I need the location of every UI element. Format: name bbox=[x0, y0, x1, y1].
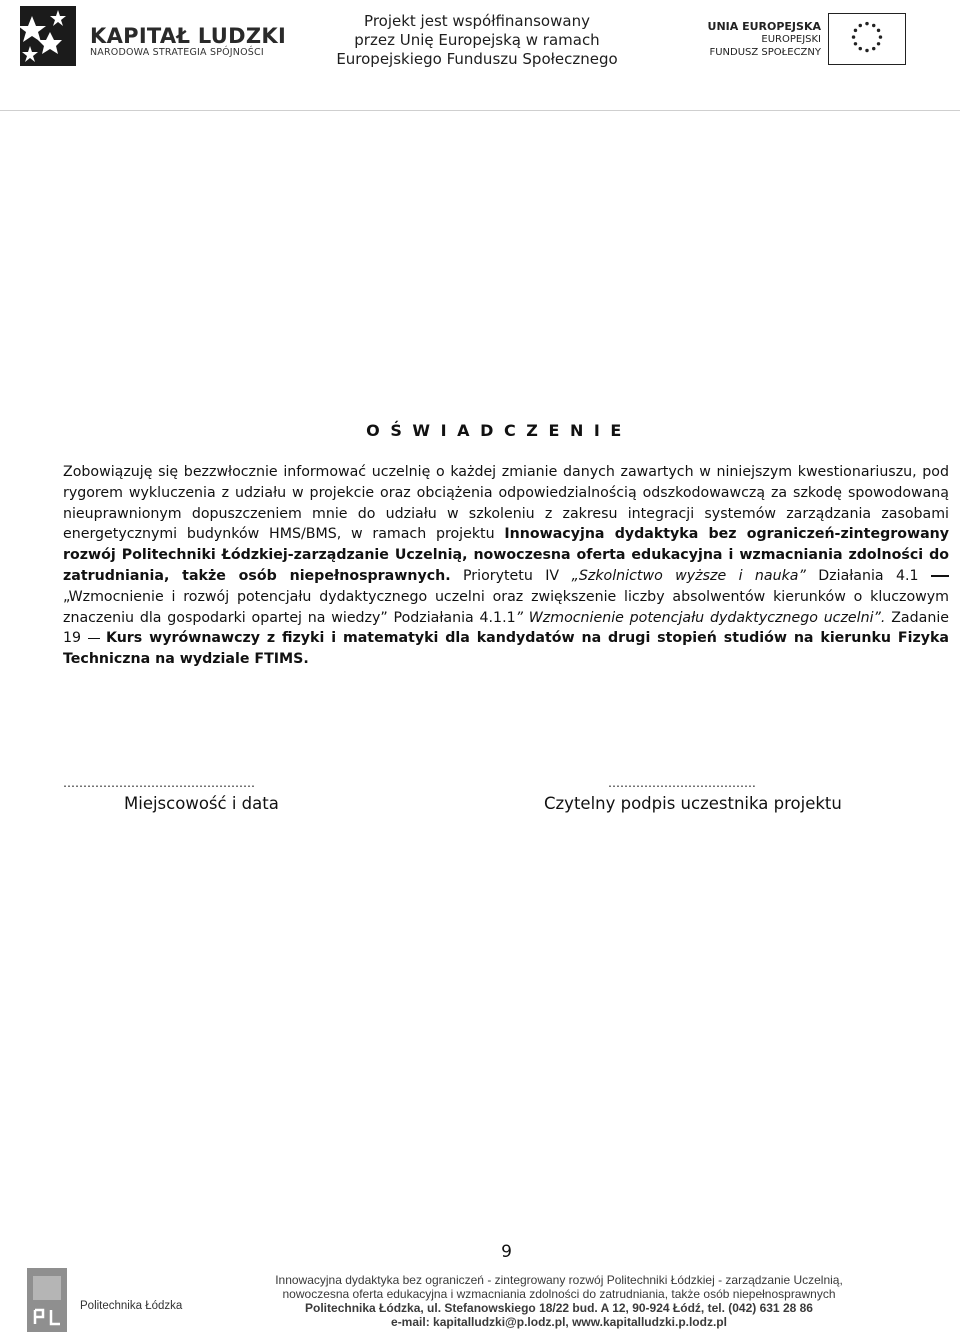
cofinancing-line: przez Unię Europejską w ramach bbox=[354, 31, 600, 49]
cofinancing-line: Projekt jest współfinansowany bbox=[364, 12, 590, 30]
footer-address: Politechnika Łódzka, ul. Stefanowskiego 18/22 bud. A 12, 90-924 Łódź, tel. (042) 631 28 86 bbox=[305, 1301, 813, 1315]
header-divider bbox=[0, 110, 960, 111]
document-title: O Ś W I A D C Z E N I E bbox=[366, 421, 624, 440]
project-name: Innowacyjna dydaktyka bez ograniczeń-zintegrowany rozwój Politechniki Łódzkiej-zarządzanie Uczelnią, nowoczesna oferta edukacyjna i wzmacniania zdolności do zatrudniania, także osób niepełnosprawnych. bbox=[63, 526, 949, 584]
brand-subtitle: NARODOWA STRATEGIA SPÓJNOŚCI bbox=[90, 47, 264, 58]
politechnika-lodzka-logo bbox=[27, 1268, 67, 1332]
em-dash bbox=[931, 575, 949, 577]
university-name: Politechnika Łódzka bbox=[80, 1300, 183, 1312]
signature-label: Czytelny podpis uczestnika projektu bbox=[544, 794, 842, 813]
place-date-label: Miejscowość i data bbox=[124, 794, 279, 813]
eu-flag-icon bbox=[828, 13, 906, 65]
action-description: „Wzmocnienie i rozwój potencjału dydaktycznego uczelni oraz zwiększenie liczby absolwentów kierunków o kluczowym znaczeniu dla gospodarki opartej na wiedzy” Podziałania 4.1.1 bbox=[63, 588, 949, 626]
brand-name: KAPITAŁ LUDZKI bbox=[90, 24, 287, 48]
declaration-intro: Zobowiązuję się bezzwłocznie informować uczelnię o każdej zmianie danych zawartych w niniejszym kwestionariuszu, pod rygorem wykluczenia z udziału w projekcie oraz obciążenia odpowiedzialnością odszkodowawczą za szkodę spowodowaną nieuprawnionym dopuszczeniem mnie do udziału w szkoleniu z zakresu integracji systemów zarządzania zasobami energetycznymi budynków HMS/BMS, w ramach projektu bbox=[63, 464, 949, 543]
footer-contact: e-mail: kapitalludzki@p.lodz.pl, www.kapitalludzki.p.lodz.pl bbox=[391, 1315, 727, 1329]
task-reference: Zadanie 19 bbox=[63, 609, 949, 647]
en-dash bbox=[88, 638, 100, 640]
priority-name: „Szkolnictwo wyższe i nauka” bbox=[571, 567, 806, 584]
eu-fund-name bbox=[690, 33, 821, 59]
eu-fund-line: FUNDUSZ SPOŁECZNY bbox=[709, 47, 821, 58]
declaration-text bbox=[63, 462, 949, 670]
action-reference: Działania 4.1 bbox=[805, 567, 931, 584]
eu-title: UNIA EUROPEJSKA bbox=[707, 20, 821, 33]
kapital-ludzki-logo bbox=[20, 6, 76, 66]
eu-fund-line: EUROPEJSKI bbox=[761, 34, 821, 45]
footer-project-line: Innowacyjna dydaktyka bez ograniczeń - zintegrowany rozwój Politechniki Łódzkiej - zarządzanie Uczelnią, bbox=[275, 1273, 843, 1287]
cofinancing-line: Europejskiego Funduszu Społecznego bbox=[336, 50, 618, 68]
cofinancing-note bbox=[328, 12, 626, 69]
place-date-dots: ………………………………………… bbox=[63, 776, 255, 790]
task-name: Kurs wyrównawczy z fizyki i matematyki dla kandydatów na drugi stopień studiów na kierunku Fizyka Techniczna na wydziale FTIMS. bbox=[63, 630, 949, 668]
footer-project-line: nowoczesna oferta edukacyjna i wzmacniania zdolności do zatrudniania, także osób niepełnosprawnych bbox=[282, 1287, 836, 1301]
signature-dots: ………………………………. bbox=[608, 776, 756, 790]
subaction-name: ” Wzmocnienie potencjału dydaktycznego uczelni”. bbox=[515, 609, 886, 626]
footer-info bbox=[274, 1273, 844, 1329]
page-number: 9 bbox=[501, 1242, 512, 1262]
priority-prefix: Priorytetu IV bbox=[450, 567, 572, 584]
